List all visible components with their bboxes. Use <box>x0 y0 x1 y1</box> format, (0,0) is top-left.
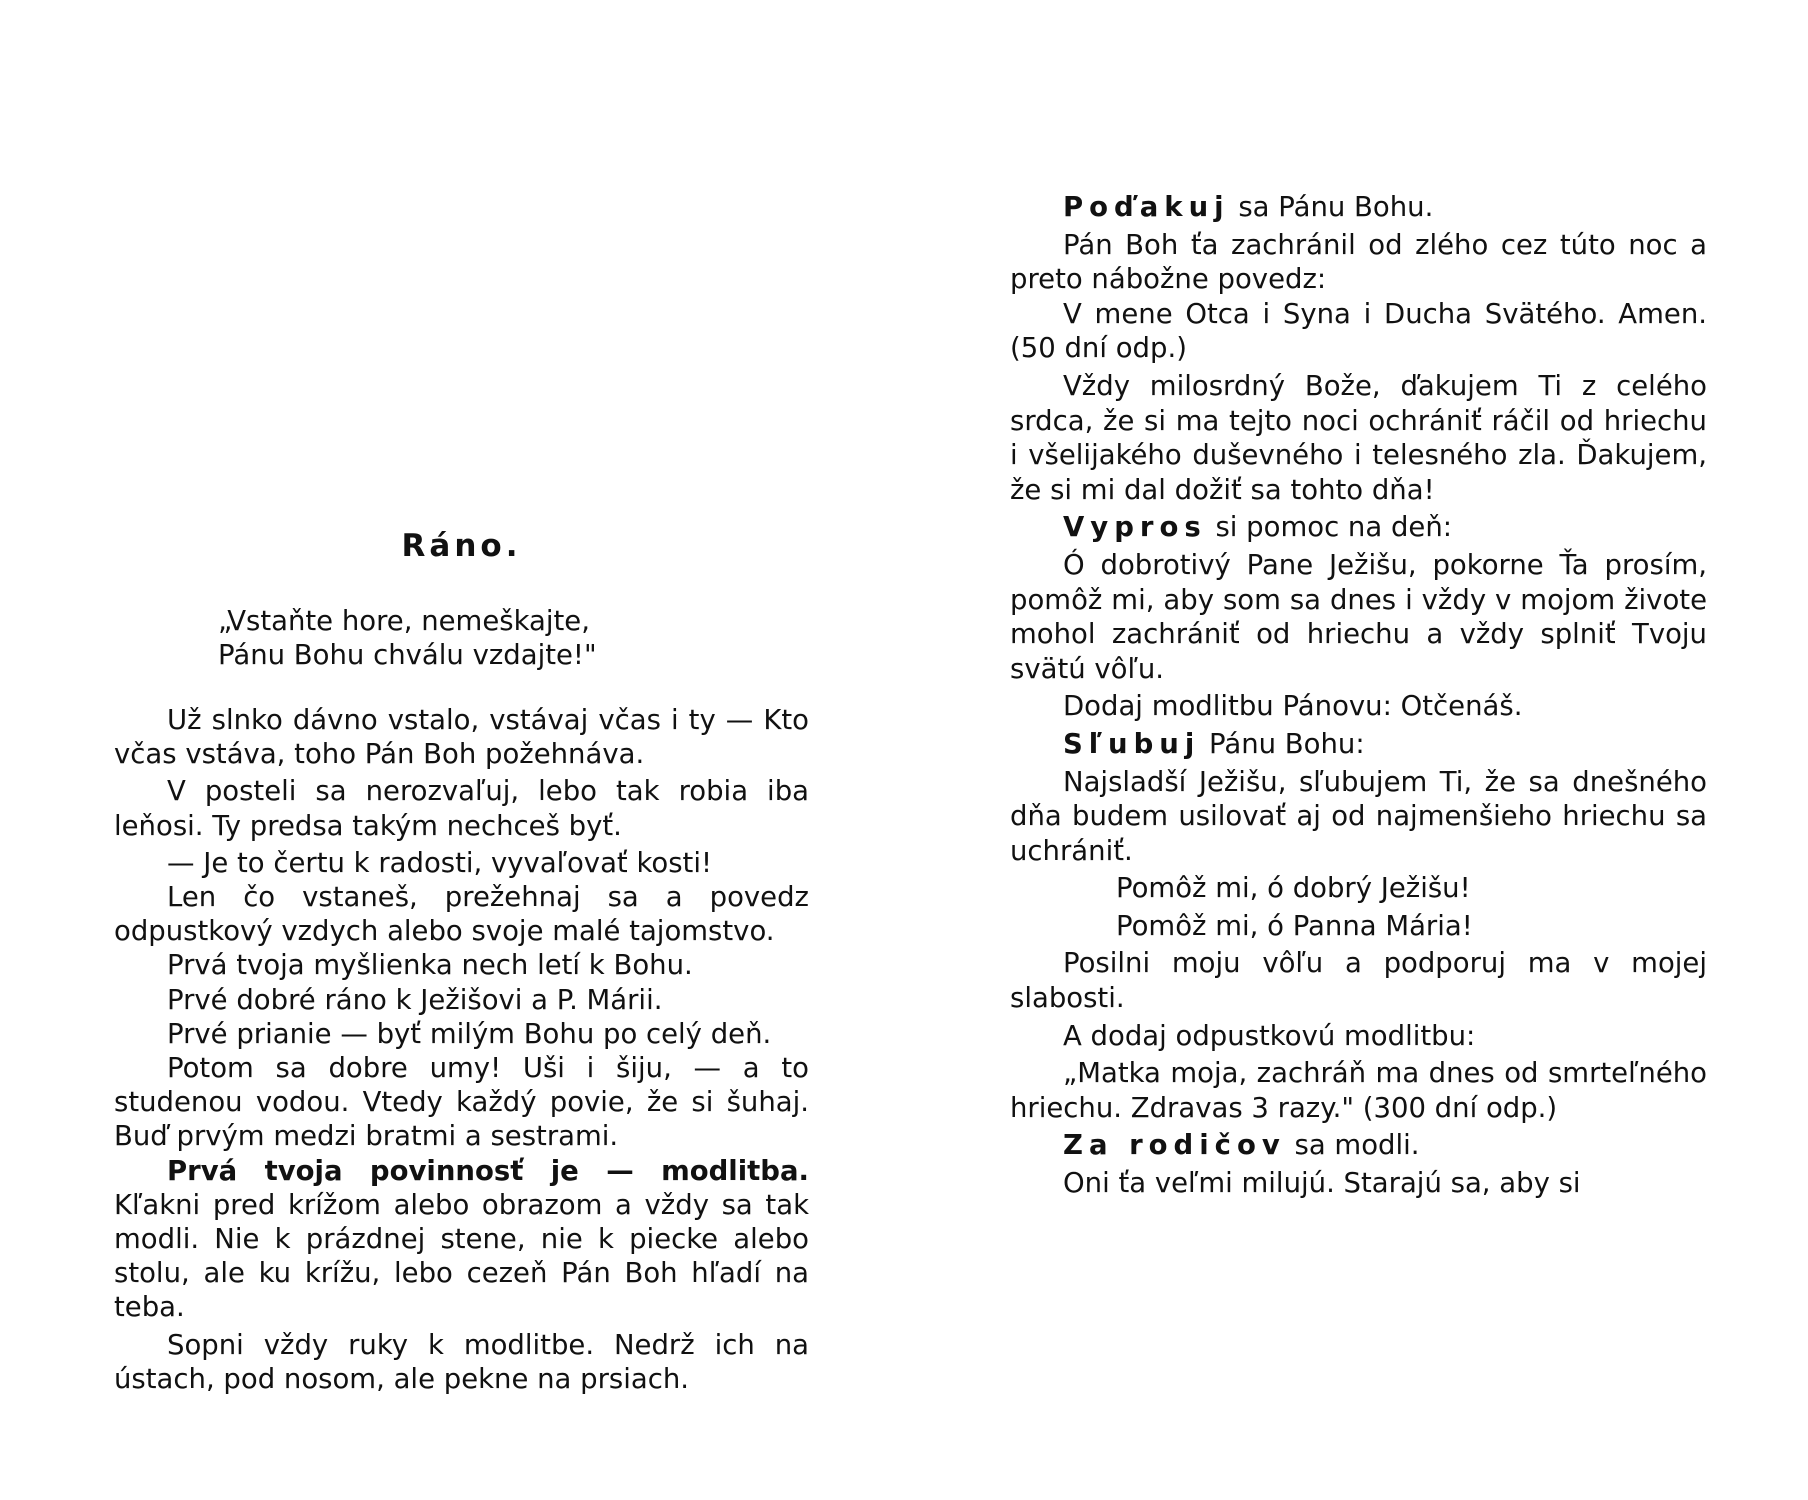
paragraph: Najsladší Ježišu, sľubujem Ti, že sa dnešného dňa budem usilovať aj od najmenšieho hriechu sa uchrániť. <box>1010 765 1707 867</box>
paragraph: Prvé dobré ráno k Ježišovi a P. Márii. <box>167 983 663 1016</box>
right-text-column <box>1010 190 1707 1204</box>
opening-verse <box>218 604 738 672</box>
paragraph: „Matka moja, zachráň ma dnes od smrteľného hriechu. Zdravas 3 razy." (300 dní odp.) <box>1010 1057 1707 1124</box>
paragraph: Dodaj modlitbu Pánovu: Otčenáš. <box>1063 690 1523 723</box>
invocation: Pomôž mi, ó dobrý Ježišu! <box>1116 872 1471 905</box>
paragraph: V posteli sa nerozvaľuj, lebo tak robia iba leňosi. Ty predsa takým nechceš byť. <box>114 775 809 842</box>
spaced-heading: Vypros <box>1063 511 1207 544</box>
section-lead: Sľubuj Pánu Bohu: <box>1063 727 1365 760</box>
paragraph: Vždy milosrdný Bože, ďakujem Ti z celého srdca, že si ma tejto noci ochrániť ráčil od hriechu i všelijakého duševného i telesného zla. Ďakujem, že si mi dal dožiť sa tohto dňa! <box>1010 369 1707 506</box>
spaced-heading: Sľubuj <box>1063 727 1201 760</box>
spaced-heading: Poďakuj <box>1063 191 1230 223</box>
paragraph: Ó dobrotivý Pane Ježišu, pokorne Ťa prosím, pomôž mi, aby som sa dnes i vždy v mojom živote mohol zachrániť od hriechu a vždy splniť Tvoju svätú vôľu. <box>1010 548 1707 685</box>
paragraph: Potom sa dobre umy! Uši i šiju, — a to studenou vodou. Vtedy každý povie, že si šuhaj. Buď prvým medzi bratmi a sestrami. <box>114 1052 809 1153</box>
paragraph: — Je to čertu k radosti, vyvaľovať kosti! <box>167 846 713 879</box>
paragraph: Len čo vstaneš, prežehnaj sa a povedz odpustkový vzdych alebo svoje malé tajomstvo. <box>114 881 809 948</box>
paragraph: A dodaj odpustkovú modlitbu: <box>1063 1019 1476 1052</box>
right-page <box>904 0 1808 1500</box>
verse-line: „Vstaňte hore, nemeškajte, <box>218 605 590 637</box>
left-text-column <box>114 703 809 1399</box>
paragraph: V mene Otca i Syna i Ducha Svätého. Amen. (50 dní odp.) <box>1010 297 1707 365</box>
verse-line: Pánu Bohu chválu vzdajte!" <box>218 639 597 671</box>
paragraph: Prvá tvoja povinnosť je — modlitba. Kľakni pred krížom alebo obrazom a vždy sa tak modli. Nie k prázdnej stene, nie k piecke alebo stolu, ale ku krížu, lebo cezeň Pán Boh hľadí na teba. <box>114 1154 809 1324</box>
paragraph: Prvá tvoja myšlienka nech letí k Bohu. <box>167 949 693 982</box>
page-heading: Ráno. <box>401 528 522 564</box>
paragraph: Oni ťa veľmi milujú. Starajú sa, aby si <box>1063 1167 1581 1200</box>
paragraph: Pán Boh ťa zachránil od zlého cez túto noc a preto nábožne povedz: <box>1010 228 1707 296</box>
invocation: Pomôž mi, ó Panna Mária! <box>1116 909 1473 942</box>
section-lead: Za rodičov sa modli. <box>1063 1129 1420 1162</box>
section-lead: Poďakuj sa Pánu Bohu. <box>1063 191 1434 223</box>
paragraph: Prvé prianie — byť milým Bohu po celý deň. <box>167 1017 772 1050</box>
paragraph: Posilni moju vôľu a podporuj ma v mojej slabosti. <box>1010 947 1707 1015</box>
bold-lead: Prvá tvoja povinnosť je — modlitba. <box>167 1154 809 1187</box>
paragraph: Sopni vždy ruky k modlitbe. Nedrž ich na ústach, pod nosom, ale pekne na prsiach. <box>114 1328 809 1395</box>
paragraph: Už slnko dávno vstalo, vstávaj včas i ty — Kto včas vstáva, toho Pán Boh požehnáva. <box>114 704 809 771</box>
section-lead: Vypros si pomoc na deň: <box>1063 511 1453 544</box>
spaced-heading: Za rodičov <box>1063 1129 1286 1162</box>
